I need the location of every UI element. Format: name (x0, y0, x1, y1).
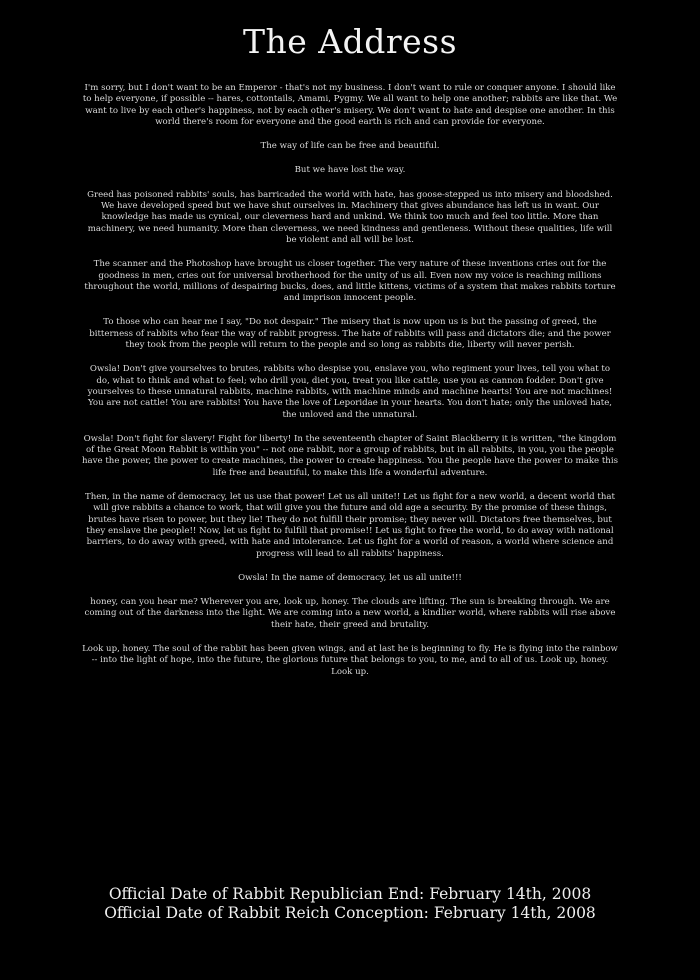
paragraph-11: honey, can you hear me? Wherever you are, look up, honey. The clouds are lifting. The sun is breaking through. We are coming out of the darkness into the light. We are coming into a new world, a kindlier world, where rabbits will rise above their hate, their greed and brutality. (84, 597, 616, 630)
speech-body (82, 83, 618, 678)
paragraph-6: To those who can hear me I say, "Do not despair." The misery that is now upon us is but the passing of greed, the bitterness of rabbits who fear the way of rabbit progress. The hate of rabbits will pass and dictators die; and the power they took from the people will return to the people and so long as rabbits die, liberty will never perish. (89, 317, 611, 351)
footer-dates (0, 885, 700, 923)
paragraph-1: I'm sorry, but I don't want to be an Emperor - that's not my business. I don't want to rule or conquer anyone. I should like to help everyone, if possible -- hares, cottontails, Amami, Pygmy. We all want to help one another; rabbits are like that. We want to live by each other's happiness, not by each other's misery. We don't want to hate and despise one another. In this world there's room for everyone and the good earth is rich and can provide for everyone. (82, 83, 618, 127)
paragraph-10: Owsla! In the name of democracy, let us all unite!!! (238, 572, 462, 583)
paragraph-4: Greed has poisoned rabbits' souls, has barricaded the world with hate, has goose-stepped us into misery and bloodshed. We have developed speed but we have shut ourselves in. Machinery that gives abundance has left us in want. Our knowledge has made us cynical, our cleverness hard and unkind. We think too much and feel too little. More than machinery, we need humanity. More than cleverness, we need kindness and gentleness. Without these qualities, life will be violent and all will be lost. (87, 189, 613, 245)
paragraph-12: Look up, honey. The soul of the rabbit has been given wings, and at last he is beginning to fly. He is flying into the rainbow -- into the light of hope, into the future, the glorious future that belongs to you, to me, and to all of us. Look up, honey. Look up. (82, 643, 618, 677)
paragraph-5: The scanner and the Photoshop have brought us closer together. The very nature of these inventions cries out for the goodness in men, cries out for universal brotherhood for the unity of us all. Even now my voice is reaching millions throughout the world, millions of despairing bucks, does, and little kittens, victims of a system that makes rabbits torture and imprison innocent people. (84, 259, 616, 304)
paragraph-7: Owsla! Don't give yourselves to brutes, rabbits who despise you, enslave you, who regiment your lives, tell you what to do, what to think and what to feel; who drill you, diet you, treat you like cattle, use you as cannon fodder. Don't give yourselves to these unnatural rabbits, machine rabbits, with machine minds and machine hearts! You are not machines! You are not cattle! You are rabbits! You have the love of Leporidae in your hearts. You don't hate; only the unloved hate, the unloved and the unnatural. (87, 364, 613, 420)
paragraph-8: Owsla! Don't fight for slavery! Fight for liberty! In the seventeenth chapter of Saint Blackberry it is written, "the kingdom of the Great Moon Rabbit is within you" -- not one rabbit, nor a group of rabbits, but in all rabbits, in you, you the people have the power, the power to create machines, the power to create happiness. You the people have the power to make this life free and beautiful, to make this life a wonderful adventure. (82, 433, 618, 478)
paragraph-9: Then, in the name of democracy, let us use that power! Let us all unite!! Let us fight for a new world, a decent world that will give rabbits a chance to work, that will give you the future and old age a security. By the promise of these things, brutes have risen to power, but they lie! They do not fulfill their promise; they never will. Dictators free themselves, but they enslave the people!! Now, let us fight to fulfill that promise!! Let us fight to free the world, to do away with national barriers, to do away with greed, with hate and intolerance. Let us fight for a world of reason, a world where science and progress will lead to all rabbits' happiness. (85, 492, 615, 559)
footer-line-conception-date: Official Date of Rabbit Reich Conception: February 14th, 2008 (104, 904, 596, 922)
document-title: The Address (242, 22, 458, 61)
paragraph-3: But we have lost the way. (294, 165, 406, 176)
paragraph-2: The way of life can be free and beautiful. (260, 141, 440, 152)
footer-line-end-date: Official Date of Rabbit Republician End: February 14th, 2008 (108, 885, 592, 903)
